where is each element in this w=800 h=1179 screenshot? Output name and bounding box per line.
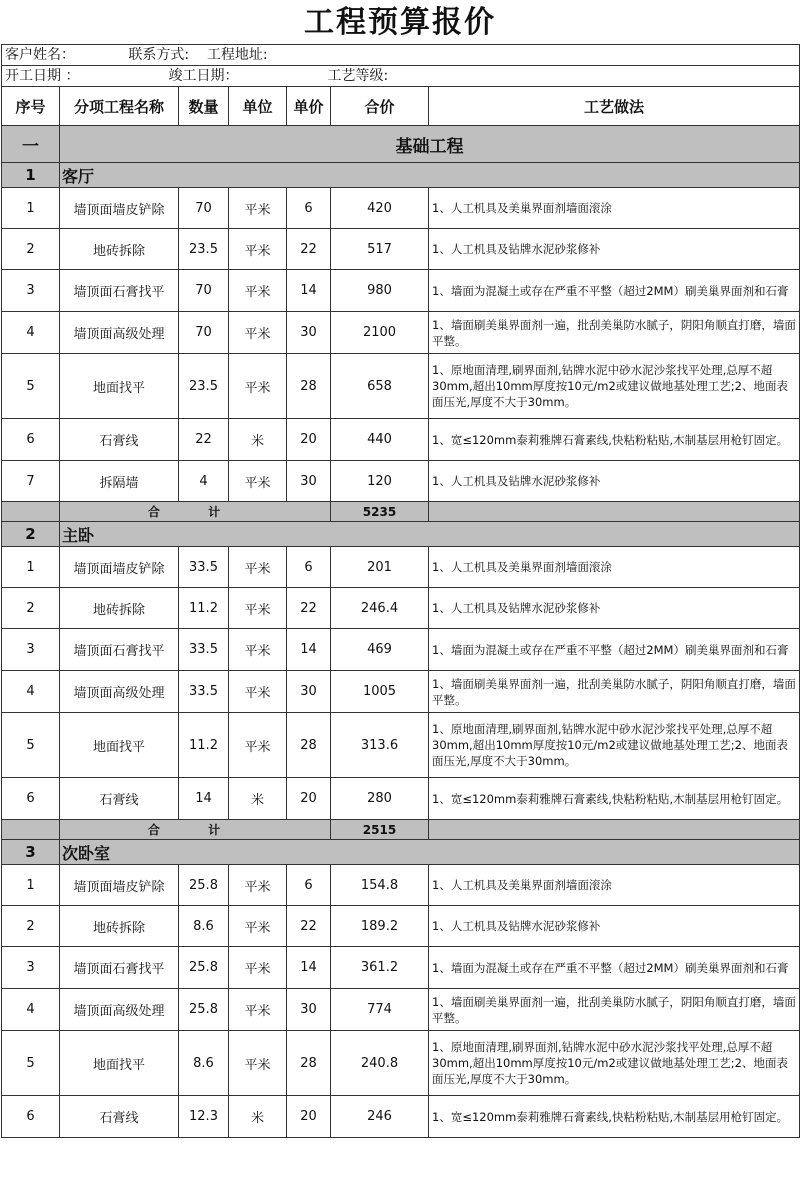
row-quantity: 70 [179, 188, 229, 229]
row-quantity: 33.5 [179, 629, 229, 671]
subtotal-row [2, 820, 800, 840]
row-no: 1 [2, 547, 60, 588]
row-no: 6 [2, 1096, 60, 1138]
row-quantity: 70 [179, 270, 229, 312]
subtotal-label: 合 计 [60, 820, 331, 840]
row-item-name: 地面找平 [60, 354, 179, 419]
header-total: 合价 [331, 87, 429, 126]
row-quantity: 14 [179, 778, 229, 820]
row-item-name: 墙顶面石膏找平 [60, 947, 179, 989]
row-item-name: 地砖拆除 [60, 229, 179, 270]
row-process: 1、人工机具及钻牌水泥砂浆修补 [429, 229, 800, 270]
row-total: 361.2 [331, 947, 429, 989]
subtotal-spacer [2, 502, 60, 522]
row-total: 440 [331, 419, 429, 461]
table-row [2, 947, 800, 989]
row-process: 1、宽≤120mm泰莉雅牌石膏素线,快粘粉粘贴,木制基层用枪钉固定。 [429, 419, 800, 461]
row-process: 1、原地面清理,刷界面剂,钻牌水泥中砂水泥沙浆找平处理,总厚不超30mm,超出10mm厚度按10元/m2或建议做地基处理工艺;2、地面表面压光,厚度不大于30mm。 [429, 1031, 800, 1096]
table-row [2, 547, 800, 588]
row-total: 517 [331, 229, 429, 270]
row-item-name: 地面找平 [60, 1031, 179, 1096]
row-unit: 平米 [229, 229, 287, 270]
row-total: 246.4 [331, 588, 429, 629]
row-unit-price: 28 [287, 354, 331, 419]
row-total: 246 [331, 1096, 429, 1138]
info-cell [2, 45, 800, 66]
row-unit: 平米 [229, 713, 287, 778]
row-unit: 平米 [229, 671, 287, 713]
info-row-1 [2, 45, 800, 66]
row-process: 1、人工机具及美巢界面剂墙面滚涂 [429, 865, 800, 906]
row-unit-price: 20 [287, 419, 331, 461]
row-unit: 平米 [229, 629, 287, 671]
row-unit-price: 6 [287, 547, 331, 588]
row-process: 1、人工机具及美巢界面剂墙面滚涂 [429, 547, 800, 588]
table-row [2, 312, 800, 354]
customer-name-label: 客户姓名： [5, 47, 75, 63]
room-section-row [2, 163, 800, 188]
row-unit: 平米 [229, 270, 287, 312]
row-no: 7 [2, 461, 60, 502]
row-total: 658 [331, 354, 429, 419]
row-no: 2 [2, 229, 60, 270]
row-quantity: 33.5 [179, 671, 229, 713]
start-date-label: 开工日期 ： [5, 68, 80, 84]
row-item-name: 拆隔墙 [60, 461, 179, 502]
row-total: 120 [331, 461, 429, 502]
row-no: 1 [2, 865, 60, 906]
row-process: 1、人工机具及钻牌水泥砂浆修补 [429, 588, 800, 629]
row-process: 1、墙面为混凝土或存在严重不平整（超过2MM）刷美巢界面剂和石膏 [429, 270, 800, 312]
craft-level-label: 工艺等级: [327, 68, 389, 84]
row-unit-price: 30 [287, 312, 331, 354]
row-unit-price: 30 [287, 989, 331, 1031]
row-no: 3 [2, 629, 60, 671]
row-unit-price: 20 [287, 1096, 331, 1138]
row-no: 4 [2, 989, 60, 1031]
row-no: 2 [2, 906, 60, 947]
row-process: 1、墙面为混凝土或存在严重不平整（超过2MM）刷美巢界面剂和石膏 [429, 947, 800, 989]
room-section-row [2, 840, 800, 865]
row-unit-price: 6 [287, 865, 331, 906]
table-row [2, 1096, 800, 1138]
row-no: 6 [2, 778, 60, 820]
row-no: 5 [2, 354, 60, 419]
subtotal-blank [429, 820, 800, 840]
header-row [2, 87, 800, 126]
row-quantity: 25.8 [179, 989, 229, 1031]
row-unit: 平米 [229, 906, 287, 947]
row-process: 1、墙面为混凝土或存在严重不平整（超过2MM）刷美巢界面剂和石膏 [429, 629, 800, 671]
room-section-no: 3 [2, 840, 60, 865]
row-item-name: 墙顶面墙皮铲除 [60, 188, 179, 229]
row-item-name: 墙顶面高级处理 [60, 671, 179, 713]
row-quantity: 11.2 [179, 588, 229, 629]
room-section-name: 客厅 [60, 163, 800, 188]
room-section-name: 次卧室 [60, 840, 800, 865]
row-quantity: 4 [179, 461, 229, 502]
row-total: 774 [331, 989, 429, 1031]
row-item-name: 石膏线 [60, 778, 179, 820]
row-quantity: 23.5 [179, 354, 229, 419]
row-no: 5 [2, 1031, 60, 1096]
row-item-name: 地面找平 [60, 713, 179, 778]
major-section-row [2, 126, 800, 163]
row-process: 1、宽≤120mm泰莉雅牌石膏素线,快粘粉粘贴,木制基层用枪钉固定。 [429, 1096, 800, 1138]
row-quantity: 12.3 [179, 1096, 229, 1138]
table-row [2, 188, 800, 229]
row-process: 1、人工机具及钻牌水泥砂浆修补 [429, 906, 800, 947]
row-unit-price: 30 [287, 461, 331, 502]
row-quantity: 33.5 [179, 547, 229, 588]
row-quantity: 11.2 [179, 713, 229, 778]
table-row [2, 629, 800, 671]
table-row [2, 1031, 800, 1096]
row-unit-price: 20 [287, 778, 331, 820]
row-total: 980 [331, 270, 429, 312]
header-no: 序号 [2, 87, 60, 126]
major-section-name: 基础工程 [60, 126, 800, 163]
row-unit: 米 [229, 1096, 287, 1138]
row-unit-price: 14 [287, 270, 331, 312]
end-date-label: 竣工日期： [168, 68, 239, 84]
row-unit-price: 22 [287, 229, 331, 270]
row-total: 469 [331, 629, 429, 671]
row-no: 6 [2, 419, 60, 461]
table-row [2, 713, 800, 778]
row-unit: 平米 [229, 989, 287, 1031]
row-unit: 平米 [229, 188, 287, 229]
row-item-name: 墙顶面石膏找平 [60, 629, 179, 671]
header-unit-price: 单价 [287, 87, 331, 126]
row-unit-price: 22 [287, 588, 331, 629]
row-unit-price: 30 [287, 671, 331, 713]
row-process: 1、原地面清理,刷界面剂,钻牌水泥中砂水泥沙浆找平处理,总厚不超30mm,超出10mm厚度按10元/m2或建议做地基处理工艺;2、地面表面压光,厚度不大于30mm。 [429, 713, 800, 778]
row-quantity: 70 [179, 312, 229, 354]
table-row [2, 588, 800, 629]
header-process: 工艺做法 [429, 87, 800, 126]
row-process: 1、宽≤120mm泰莉雅牌石膏素线,快粘粉粘贴,木制基层用枪钉固定。 [429, 778, 800, 820]
room-section-name: 主卧 [60, 522, 800, 547]
room-section-row [2, 522, 800, 547]
row-item-name: 石膏线 [60, 419, 179, 461]
room-section-no: 2 [2, 522, 60, 547]
row-quantity: 23.5 [179, 229, 229, 270]
row-process: 1、墙面刷美巢界面剂一遍，批刮美巢防水腻子，阴阳角顺直打磨，墙面平整。 [429, 671, 800, 713]
row-total: 240.8 [331, 1031, 429, 1096]
site-address-label: 工程地址: [206, 47, 268, 63]
row-unit-price: 6 [287, 188, 331, 229]
table-row [2, 989, 800, 1031]
row-no: 5 [2, 713, 60, 778]
row-item-name: 石膏线 [60, 1096, 179, 1138]
row-total: 280 [331, 778, 429, 820]
table-row [2, 419, 800, 461]
major-section-no: 一 [2, 126, 60, 163]
row-quantity: 25.8 [179, 947, 229, 989]
row-unit-price: 14 [287, 629, 331, 671]
subtotal-row [2, 502, 800, 522]
info-cell [2, 66, 800, 87]
row-quantity: 22 [179, 419, 229, 461]
row-no: 1 [2, 188, 60, 229]
header-item-name: 分项工程名称 [60, 87, 179, 126]
row-unit-price: 28 [287, 1031, 331, 1096]
table-row [2, 778, 800, 820]
row-unit: 平米 [229, 547, 287, 588]
room-section-no: 1 [2, 163, 60, 188]
row-unit: 平米 [229, 461, 287, 502]
row-no: 3 [2, 947, 60, 989]
row-unit: 平米 [229, 588, 287, 629]
row-no: 4 [2, 312, 60, 354]
row-unit: 米 [229, 778, 287, 820]
row-no: 2 [2, 588, 60, 629]
table-row [2, 671, 800, 713]
row-unit: 平米 [229, 947, 287, 989]
row-no: 4 [2, 671, 60, 713]
row-unit: 米 [229, 419, 287, 461]
contact-label: 联系方式: [128, 47, 190, 63]
row-quantity: 8.6 [179, 906, 229, 947]
row-item-name: 墙顶面墙皮铲除 [60, 547, 179, 588]
row-unit: 平米 [229, 865, 287, 906]
row-total: 154.8 [331, 865, 429, 906]
table-row [2, 354, 800, 419]
row-item-name: 墙顶面高级处理 [60, 312, 179, 354]
budget-table [1, 44, 800, 1138]
row-item-name: 墙顶面石膏找平 [60, 270, 179, 312]
table-row [2, 461, 800, 502]
row-unit: 平米 [229, 1031, 287, 1096]
row-total: 2100 [331, 312, 429, 354]
row-unit: 平米 [229, 354, 287, 419]
row-unit: 平米 [229, 312, 287, 354]
subtotal-value: 2515 [331, 820, 429, 840]
row-total: 1005 [331, 671, 429, 713]
subtotal-label: 合 计 [60, 502, 331, 522]
row-process: 1、原地面清理,刷界面剂,钻牌水泥中砂水泥沙浆找平处理,总厚不超30mm,超出10mm厚度按10元/m2或建议做地基处理工艺;2、地面表面压光,厚度不大于30mm。 [429, 354, 800, 419]
page-title: 工程预算报价 [304, 5, 496, 40]
row-process: 1、人工机具及钻牌水泥砂浆修补 [429, 461, 800, 502]
row-process: 1、人工机具及美巢界面剂墙面滚涂 [429, 188, 800, 229]
row-process: 1、墙面刷美巢界面剂一遍，批刮美巢防水腻子，阴阳角顺直打磨，墙面平整。 [429, 312, 800, 354]
row-item-name: 地砖拆除 [60, 588, 179, 629]
row-process: 1、墙面刷美巢界面剂一遍，批刮美巢防水腻子，阴阳角顺直打磨，墙面平整。 [429, 989, 800, 1031]
info-row-2 [2, 66, 800, 87]
table-row [2, 906, 800, 947]
row-quantity: 8.6 [179, 1031, 229, 1096]
row-quantity: 25.8 [179, 865, 229, 906]
row-unit-price: 22 [287, 906, 331, 947]
header-unit: 单位 [229, 87, 287, 126]
table-row [2, 270, 800, 312]
row-total: 420 [331, 188, 429, 229]
table-row [2, 865, 800, 906]
subtotal-spacer [2, 820, 60, 840]
row-total: 313.6 [331, 713, 429, 778]
row-unit-price: 28 [287, 713, 331, 778]
row-total: 189.2 [331, 906, 429, 947]
row-item-name: 墙顶面高级处理 [60, 989, 179, 1031]
row-total: 201 [331, 547, 429, 588]
row-no: 3 [2, 270, 60, 312]
row-item-name: 地砖拆除 [60, 906, 179, 947]
row-unit-price: 14 [287, 947, 331, 989]
subtotal-blank [429, 502, 800, 522]
subtotal-value: 5235 [331, 502, 429, 522]
row-item-name: 墙顶面墙皮铲除 [60, 865, 179, 906]
table-row [2, 229, 800, 270]
header-quantity: 数量 [179, 87, 229, 126]
